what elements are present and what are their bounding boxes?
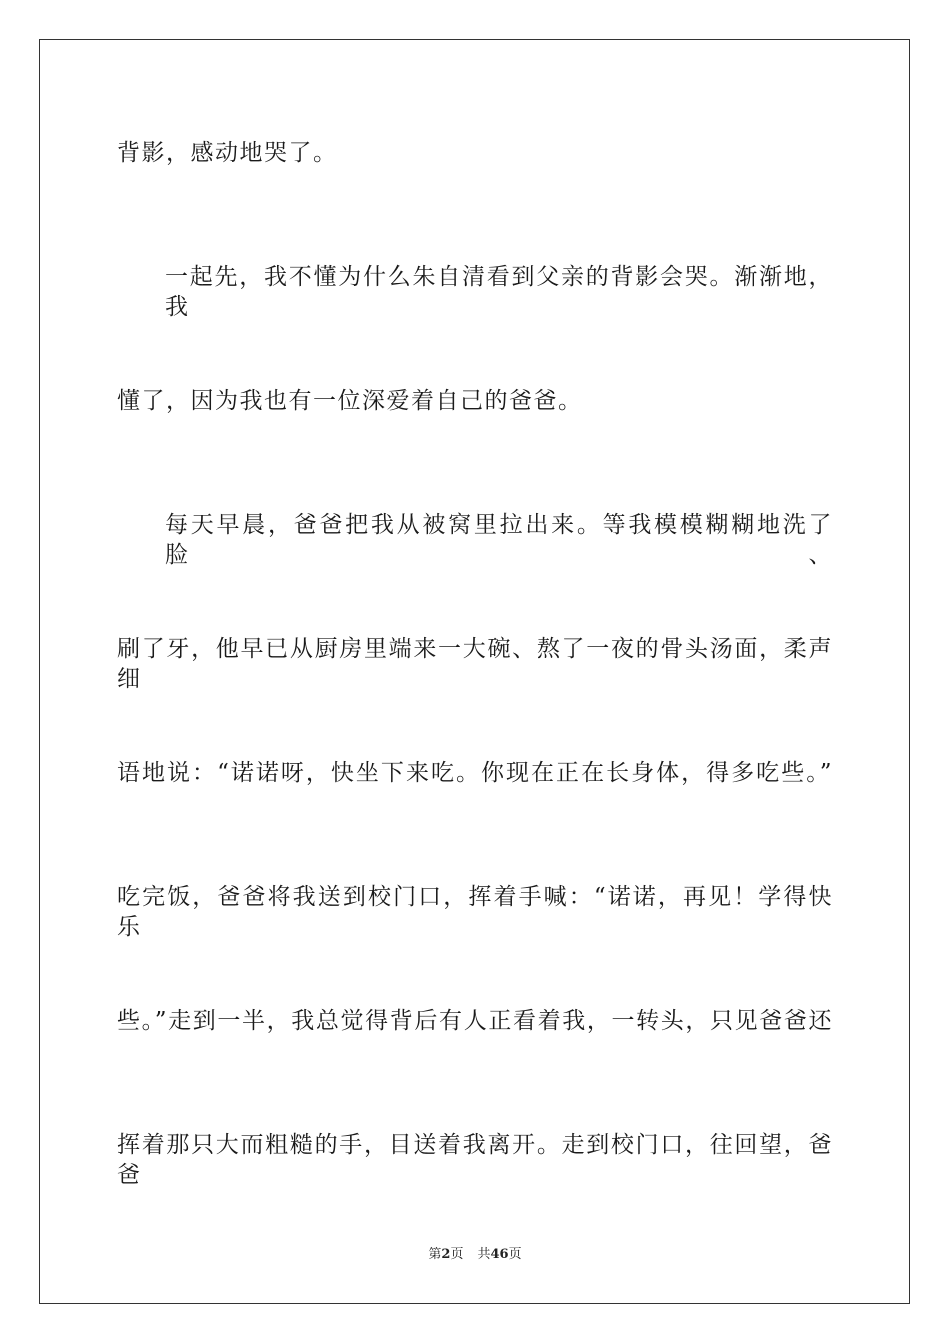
text-line-1: 背影，感动地哭了。	[117, 140, 338, 166]
total-suffix: 页	[508, 1247, 522, 1262]
paragraph-2-line-4: 吃完饭，爸爸将我送到校门口，挥着手喊：“诺诺，再见！学得快乐	[117, 884, 833, 940]
paragraph-2-line-3: 语地说：“诺诺呀，快坐下来吃。你现在正在长身体，得多吃些。”	[117, 760, 833, 786]
page-footer	[0, 1246, 950, 1264]
paragraph-2-line-5: 些。”走到一半，我总觉得背后有人正看着我，一转头，只见爸爸还	[117, 1008, 833, 1034]
paragraph-1-line-2: 懂了，因为我也有一位深爱着自己的爸爸。	[117, 388, 583, 414]
total-pages: 46	[490, 1247, 509, 1262]
paragraph-1-line-1: 一起先，我不懂为什么朱自清看到父亲的背影会哭。渐渐地，我	[165, 264, 833, 320]
page-number: 2	[441, 1247, 451, 1262]
paragraph-2-line-6: 挥着那只大而粗糙的手，目送着我离开。走到校门口，往回望，爸爸	[117, 1132, 833, 1188]
paragraph-2-line-2: 刷了牙，他早已从厨房里端来一大碗、熬了一夜的骨头汤面，柔声细	[117, 636, 833, 692]
page-prefix: 第	[428, 1247, 442, 1262]
paragraph-2-line-1: 每天早晨，爸爸把我从被窝里拉出来。等我模模糊糊地洗了脸、	[165, 512, 833, 568]
page-suffix: 页	[450, 1247, 464, 1262]
total-prefix: 共	[477, 1247, 491, 1262]
